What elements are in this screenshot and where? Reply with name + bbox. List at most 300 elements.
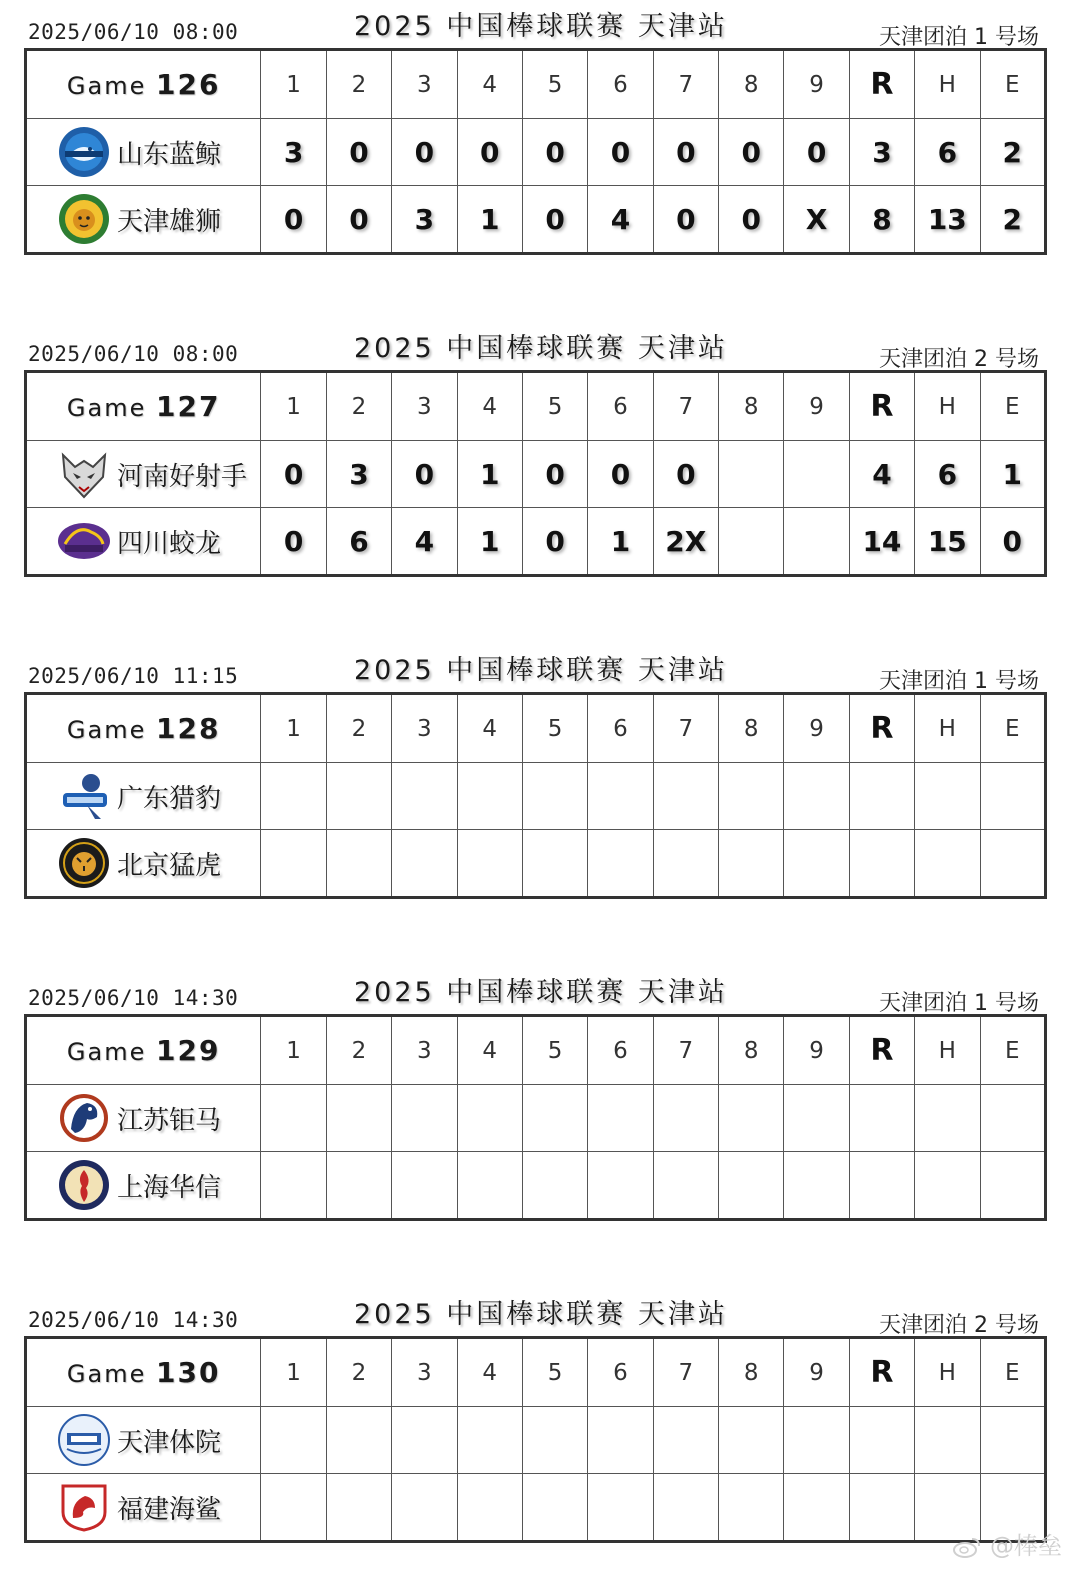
inning-score-cell bbox=[588, 186, 653, 254]
inning-score-cell bbox=[719, 119, 784, 186]
game-scoreboard bbox=[24, 324, 1047, 577]
runs-total: 14 bbox=[862, 524, 902, 558]
inning-score-cell bbox=[326, 119, 391, 186]
inning-score: 0 bbox=[349, 135, 369, 169]
runs-cell bbox=[849, 119, 914, 186]
team-cell bbox=[26, 441, 261, 508]
inning-score-cell bbox=[326, 1085, 391, 1152]
inning-score-cell bbox=[588, 1474, 653, 1542]
team-cell bbox=[26, 186, 261, 254]
venue-label: 天津团泊 1 号场 bbox=[879, 991, 1039, 1016]
inning-header: 2 bbox=[326, 1338, 391, 1407]
game-scoreboard bbox=[24, 646, 1047, 899]
hits-cell bbox=[915, 441, 980, 508]
inning-score-cell bbox=[784, 186, 849, 254]
inning-score-cell bbox=[588, 119, 653, 186]
team-name: 四川蛟龙 bbox=[117, 528, 222, 559]
game-header bbox=[24, 2, 1047, 48]
tournament-title: 2025 中国棒球联赛 天津站 bbox=[354, 1299, 728, 1330]
inning-header: 9 bbox=[784, 1016, 849, 1085]
inning-score: 0 bbox=[414, 135, 435, 169]
errors-total: 2 bbox=[1002, 202, 1022, 236]
weibo-icon bbox=[952, 1535, 982, 1559]
inning-score: 0 bbox=[414, 457, 435, 491]
team-cell bbox=[26, 1152, 261, 1220]
runs-cell bbox=[849, 508, 914, 576]
inning-score-cell bbox=[261, 508, 326, 576]
inning-score-cell bbox=[326, 441, 391, 508]
tournament-title: 2025 中国棒球联赛 天津站 bbox=[354, 655, 728, 686]
hits-header: H bbox=[915, 1338, 980, 1407]
errors-header: E bbox=[980, 372, 1046, 441]
inning-header: 1 bbox=[261, 694, 326, 763]
tournament-title: 2025 中国棒球联赛 天津站 bbox=[354, 11, 728, 42]
team-cell bbox=[26, 830, 261, 898]
errors-cell bbox=[980, 1407, 1046, 1474]
inning-score: 0 bbox=[806, 135, 827, 169]
inning-score-cell bbox=[719, 441, 784, 508]
shanghai-huaxin-logo bbox=[57, 1158, 111, 1212]
hits-cell bbox=[915, 508, 980, 576]
inning-score-cell bbox=[522, 1407, 587, 1474]
errors-total: 2 bbox=[1002, 135, 1022, 169]
inning-header: 6 bbox=[588, 694, 653, 763]
hits-total: 6 bbox=[937, 457, 958, 491]
inning-score: 0 bbox=[479, 135, 500, 169]
inning-score-cell bbox=[784, 763, 849, 830]
errors-header: E bbox=[980, 50, 1046, 119]
inning-header: 8 bbox=[719, 372, 784, 441]
inning-score-cell bbox=[784, 830, 849, 898]
inning-header: 1 bbox=[261, 1338, 326, 1407]
runs-total: 8 bbox=[872, 202, 892, 236]
inning-score-cell bbox=[653, 830, 718, 898]
inning-score-cell bbox=[653, 119, 718, 186]
hits-total: 15 bbox=[927, 524, 967, 558]
inning-score-cell bbox=[261, 1407, 326, 1474]
inning-score-cell bbox=[326, 763, 391, 830]
inning-score: 0 bbox=[545, 524, 565, 558]
team-name: 天津体院 bbox=[117, 1427, 222, 1458]
inning-header: 5 bbox=[522, 50, 587, 119]
inning-score-cell bbox=[588, 1085, 653, 1152]
hits-header: H bbox=[915, 372, 980, 441]
runs-header: R bbox=[849, 50, 914, 119]
runs-cell bbox=[849, 1407, 914, 1474]
inning-header: 2 bbox=[326, 372, 391, 441]
venue-label: 天津团泊 2 号场 bbox=[879, 347, 1039, 372]
inning-header: 7 bbox=[653, 1016, 718, 1085]
inning-score-cell bbox=[392, 1152, 457, 1220]
inning-header: 8 bbox=[719, 1016, 784, 1085]
game-header bbox=[24, 1290, 1047, 1336]
inning-score-cell bbox=[653, 1085, 718, 1152]
inning-score-cell bbox=[784, 1407, 849, 1474]
inning-score: 0 bbox=[545, 135, 565, 169]
inning-score-cell bbox=[588, 441, 653, 508]
inning-score-cell bbox=[653, 441, 718, 508]
runs-cell bbox=[849, 1474, 914, 1542]
inning-score-cell bbox=[784, 1152, 849, 1220]
inning-score: 0 bbox=[610, 457, 631, 491]
inning-header: 9 bbox=[784, 1338, 849, 1407]
inning-score-cell bbox=[588, 1407, 653, 1474]
inning-score-cell bbox=[326, 830, 391, 898]
hits-cell bbox=[915, 119, 980, 186]
inning-score-cell bbox=[653, 1474, 718, 1542]
inning-score-cell bbox=[326, 508, 391, 576]
inning-score: 4 bbox=[610, 202, 631, 236]
inning-header: 4 bbox=[457, 372, 522, 441]
errors-cell bbox=[980, 119, 1046, 186]
hits-cell bbox=[915, 186, 980, 254]
fujian-sharks-logo bbox=[57, 1480, 111, 1534]
game-scoreboard bbox=[24, 968, 1047, 1221]
hits-header: H bbox=[915, 1016, 980, 1085]
inning-score-cell bbox=[326, 1152, 391, 1220]
inning-score-cell bbox=[784, 508, 849, 576]
team-name: 江苏钜马 bbox=[117, 1105, 222, 1136]
inning-header: 4 bbox=[457, 694, 522, 763]
inning-score-cell bbox=[719, 1407, 784, 1474]
runs-cell bbox=[849, 441, 914, 508]
header-row bbox=[26, 1016, 1046, 1085]
inning-score: 3 bbox=[349, 457, 369, 491]
inning-score: 0 bbox=[676, 457, 696, 491]
game-number-cell bbox=[26, 372, 261, 441]
inning-score-cell bbox=[522, 830, 587, 898]
inning-score-cell bbox=[326, 1474, 391, 1542]
inning-score: 0 bbox=[676, 202, 696, 236]
inning-score-cell bbox=[653, 186, 718, 254]
blue-whale-logo bbox=[57, 125, 111, 179]
hits-total: 13 bbox=[927, 202, 967, 236]
inning-score-cell bbox=[326, 1407, 391, 1474]
line-score-table bbox=[24, 1336, 1047, 1543]
inning-score-cell bbox=[457, 186, 522, 254]
inning-header: 2 bbox=[326, 1016, 391, 1085]
inning-score-cell bbox=[392, 186, 457, 254]
team-cell bbox=[26, 1474, 261, 1542]
inning-score-cell bbox=[261, 186, 326, 254]
watermark-text: @棒垒 bbox=[990, 1532, 1062, 1560]
header-row bbox=[26, 1338, 1046, 1407]
inning-score-cell bbox=[457, 508, 522, 576]
inning-header: 9 bbox=[784, 694, 849, 763]
team-row bbox=[26, 119, 1046, 186]
tigers-logo bbox=[57, 836, 111, 890]
errors-header: E bbox=[980, 1016, 1046, 1085]
inning-score-cell bbox=[392, 1085, 457, 1152]
inning-score: 3 bbox=[283, 135, 304, 169]
inning-score-cell bbox=[784, 441, 849, 508]
inning-score-cell bbox=[522, 1152, 587, 1220]
inning-score-cell bbox=[719, 830, 784, 898]
inning-header: 5 bbox=[522, 1338, 587, 1407]
venue-label: 天津团泊 2 号场 bbox=[879, 1313, 1039, 1338]
inning-score-cell bbox=[392, 1407, 457, 1474]
tournament-title: 2025 中国棒球联赛 天津站 bbox=[354, 333, 728, 364]
inning-score-cell bbox=[522, 441, 587, 508]
team-name: 福建海鲨 bbox=[117, 1494, 222, 1525]
team-row bbox=[26, 1407, 1046, 1474]
game-number-cell bbox=[26, 1338, 261, 1407]
inning-score-cell bbox=[457, 1152, 522, 1220]
inning-score-cell bbox=[522, 508, 587, 576]
game-number: 128 bbox=[156, 712, 221, 745]
errors-total: 1 bbox=[1002, 457, 1022, 491]
lion-logo bbox=[57, 192, 111, 246]
inning-score-cell bbox=[588, 763, 653, 830]
hits-cell bbox=[915, 830, 980, 898]
hits-cell bbox=[915, 1407, 980, 1474]
line-score-table bbox=[24, 692, 1047, 899]
team-name: 河南好射手 bbox=[117, 461, 248, 492]
inning-score: 1 bbox=[610, 524, 631, 558]
team-row bbox=[26, 763, 1046, 830]
game-header bbox=[24, 968, 1047, 1014]
watermark bbox=[952, 1526, 1062, 1561]
team-cell bbox=[26, 1085, 261, 1152]
errors-cell bbox=[980, 508, 1046, 576]
hits-cell bbox=[915, 763, 980, 830]
hits-header: H bbox=[915, 50, 980, 119]
runs-cell bbox=[849, 763, 914, 830]
inning-score-cell bbox=[261, 119, 326, 186]
inning-score-cell bbox=[719, 1085, 784, 1152]
team-row bbox=[26, 186, 1046, 254]
inning-score-cell bbox=[457, 763, 522, 830]
hits-cell bbox=[915, 1085, 980, 1152]
leopards-logo bbox=[57, 769, 111, 823]
inning-header: 4 bbox=[457, 1016, 522, 1085]
inning-header: 1 bbox=[261, 50, 326, 119]
hits-header: H bbox=[915, 694, 980, 763]
game-datetime: 2025/06/10 11:15 bbox=[28, 664, 239, 688]
inning-score: 0 bbox=[283, 457, 304, 491]
game-number: 130 bbox=[156, 1356, 221, 1389]
venue-label: 天津团泊 1 号场 bbox=[879, 669, 1039, 694]
inning-header: 9 bbox=[784, 372, 849, 441]
team-row bbox=[26, 1085, 1046, 1152]
hits-total: 6 bbox=[937, 135, 958, 169]
inning-score: 6 bbox=[349, 524, 369, 558]
team-name: 上海华信 bbox=[117, 1172, 222, 1203]
errors-header: E bbox=[980, 694, 1046, 763]
game-number: 129 bbox=[156, 1034, 221, 1067]
runs-total: 4 bbox=[872, 457, 892, 491]
inning-score: 1 bbox=[479, 524, 500, 558]
tournament-title: 2025 中国棒球联赛 天津站 bbox=[354, 977, 728, 1008]
inning-score-cell bbox=[588, 830, 653, 898]
inning-score-cell bbox=[522, 763, 587, 830]
venue-label: 天津团泊 1 号场 bbox=[879, 25, 1039, 50]
inning-score: 0 bbox=[741, 202, 761, 236]
game-number-cell bbox=[26, 1016, 261, 1085]
team-cell bbox=[26, 1407, 261, 1474]
team-row bbox=[26, 1152, 1046, 1220]
inning-score-cell bbox=[457, 830, 522, 898]
inning-score-cell bbox=[392, 830, 457, 898]
inning-score-cell bbox=[261, 1085, 326, 1152]
game-label-prefix: Game bbox=[66, 716, 147, 744]
errors-cell bbox=[980, 830, 1046, 898]
inning-score-cell bbox=[784, 1474, 849, 1542]
team-cell bbox=[26, 508, 261, 576]
inning-header: 5 bbox=[522, 1016, 587, 1085]
inning-score-cell bbox=[719, 1152, 784, 1220]
inning-header: 8 bbox=[719, 1338, 784, 1407]
errors-cell bbox=[980, 441, 1046, 508]
team-row bbox=[26, 508, 1046, 576]
inning-header: 3 bbox=[392, 50, 457, 119]
game-number-cell bbox=[26, 50, 261, 119]
inning-score: 0 bbox=[741, 135, 761, 169]
inning-score-cell bbox=[261, 1474, 326, 1542]
inning-header: 3 bbox=[392, 1338, 457, 1407]
inning-score: 1 bbox=[479, 202, 500, 236]
hits-cell bbox=[915, 1152, 980, 1220]
inning-score: 0 bbox=[283, 202, 304, 236]
inning-score-cell bbox=[522, 186, 587, 254]
inning-score-cell bbox=[457, 441, 522, 508]
game-label-prefix: Game bbox=[66, 1360, 147, 1388]
errors-cell bbox=[980, 186, 1046, 254]
line-score-table bbox=[24, 370, 1047, 577]
inning-header: 3 bbox=[392, 694, 457, 763]
inning-header: 1 bbox=[261, 1016, 326, 1085]
inning-score: 0 bbox=[545, 202, 565, 236]
inning-score-cell bbox=[522, 1085, 587, 1152]
inning-score-cell bbox=[784, 119, 849, 186]
inning-score: 1 bbox=[479, 457, 500, 491]
header-row bbox=[26, 694, 1046, 763]
dragon-logo bbox=[57, 514, 111, 568]
wolf-logo bbox=[57, 447, 111, 501]
inning-score-cell bbox=[719, 763, 784, 830]
inning-header: 5 bbox=[522, 694, 587, 763]
team-cell bbox=[26, 119, 261, 186]
inning-score-cell bbox=[392, 119, 457, 186]
game-header bbox=[24, 646, 1047, 692]
inning-score-cell bbox=[392, 1474, 457, 1542]
tianjin-sport-university-logo bbox=[57, 1413, 111, 1467]
game-scoreboard bbox=[24, 2, 1047, 255]
runs-cell bbox=[849, 186, 914, 254]
errors-header: E bbox=[980, 1338, 1046, 1407]
inning-score-cell bbox=[261, 830, 326, 898]
inning-score-cell bbox=[784, 1085, 849, 1152]
inning-score-cell bbox=[457, 1085, 522, 1152]
inning-header: 6 bbox=[588, 372, 653, 441]
inning-score: 0 bbox=[676, 135, 696, 169]
runs-header: R bbox=[849, 694, 914, 763]
runs-header: R bbox=[849, 1338, 914, 1407]
inning-score-cell bbox=[719, 508, 784, 576]
header-row bbox=[26, 50, 1046, 119]
inning-header: 5 bbox=[522, 372, 587, 441]
inning-header: 6 bbox=[588, 50, 653, 119]
inning-header: 7 bbox=[653, 372, 718, 441]
inning-header: 3 bbox=[392, 1016, 457, 1085]
inning-score-cell bbox=[326, 186, 391, 254]
game-label-prefix: Game bbox=[66, 72, 147, 100]
horse-logo bbox=[57, 1091, 111, 1145]
inning-header: 8 bbox=[719, 694, 784, 763]
inning-header: 9 bbox=[784, 50, 849, 119]
line-score-table bbox=[24, 48, 1047, 255]
game-number: 126 bbox=[156, 68, 221, 101]
inning-score-cell bbox=[719, 186, 784, 254]
inning-score-cell bbox=[653, 508, 718, 576]
team-row bbox=[26, 441, 1046, 508]
inning-header: 7 bbox=[653, 694, 718, 763]
inning-header: 6 bbox=[588, 1016, 653, 1085]
game-label-prefix: Game bbox=[66, 394, 147, 422]
team-cell bbox=[26, 763, 261, 830]
inning-score: 0 bbox=[349, 202, 369, 236]
runs-cell bbox=[849, 1152, 914, 1220]
inning-score: 0 bbox=[283, 524, 304, 558]
errors-cell bbox=[980, 1085, 1046, 1152]
inning-score-cell bbox=[588, 1152, 653, 1220]
inning-score-cell bbox=[261, 1152, 326, 1220]
team-row bbox=[26, 1474, 1046, 1542]
line-score-table bbox=[24, 1014, 1047, 1221]
errors-cell bbox=[980, 763, 1046, 830]
inning-score: 4 bbox=[414, 524, 435, 558]
inning-header: 2 bbox=[326, 50, 391, 119]
inning-score-cell bbox=[392, 763, 457, 830]
inning-header: 4 bbox=[457, 1338, 522, 1407]
runs-header: R bbox=[849, 372, 914, 441]
inning-score-cell bbox=[522, 1474, 587, 1542]
inning-score-cell bbox=[522, 119, 587, 186]
inning-score-cell bbox=[457, 119, 522, 186]
inning-score-cell bbox=[653, 1152, 718, 1220]
game-datetime: 2025/06/10 08:00 bbox=[28, 20, 239, 44]
team-name: 山东蓝鲸 bbox=[117, 139, 222, 170]
inning-header: 6 bbox=[588, 1338, 653, 1407]
errors-total: 0 bbox=[1002, 524, 1022, 558]
inning-score-cell bbox=[588, 508, 653, 576]
header-row bbox=[26, 372, 1046, 441]
inning-score: 0 bbox=[545, 457, 565, 491]
team-row bbox=[26, 830, 1046, 898]
inning-score-cell bbox=[457, 1407, 522, 1474]
inning-score-cell bbox=[719, 1474, 784, 1542]
inning-score: X bbox=[805, 202, 828, 236]
team-name: 北京猛虎 bbox=[117, 850, 222, 881]
inning-header: 1 bbox=[261, 372, 326, 441]
game-number-cell bbox=[26, 694, 261, 763]
inning-score-cell bbox=[653, 763, 718, 830]
inning-score: 0 bbox=[610, 135, 631, 169]
inning-header: 7 bbox=[653, 1338, 718, 1407]
runs-total: 3 bbox=[872, 135, 892, 169]
game-header bbox=[24, 324, 1047, 370]
inning-score-cell bbox=[261, 441, 326, 508]
inning-score-cell bbox=[457, 1474, 522, 1542]
inning-score: 2X bbox=[665, 524, 707, 558]
inning-score-cell bbox=[392, 441, 457, 508]
inning-header: 2 bbox=[326, 694, 391, 763]
inning-header: 3 bbox=[392, 372, 457, 441]
inning-score: 3 bbox=[414, 202, 435, 236]
game-number: 127 bbox=[156, 390, 221, 423]
inning-score-cell bbox=[261, 763, 326, 830]
inning-score-cell bbox=[392, 508, 457, 576]
